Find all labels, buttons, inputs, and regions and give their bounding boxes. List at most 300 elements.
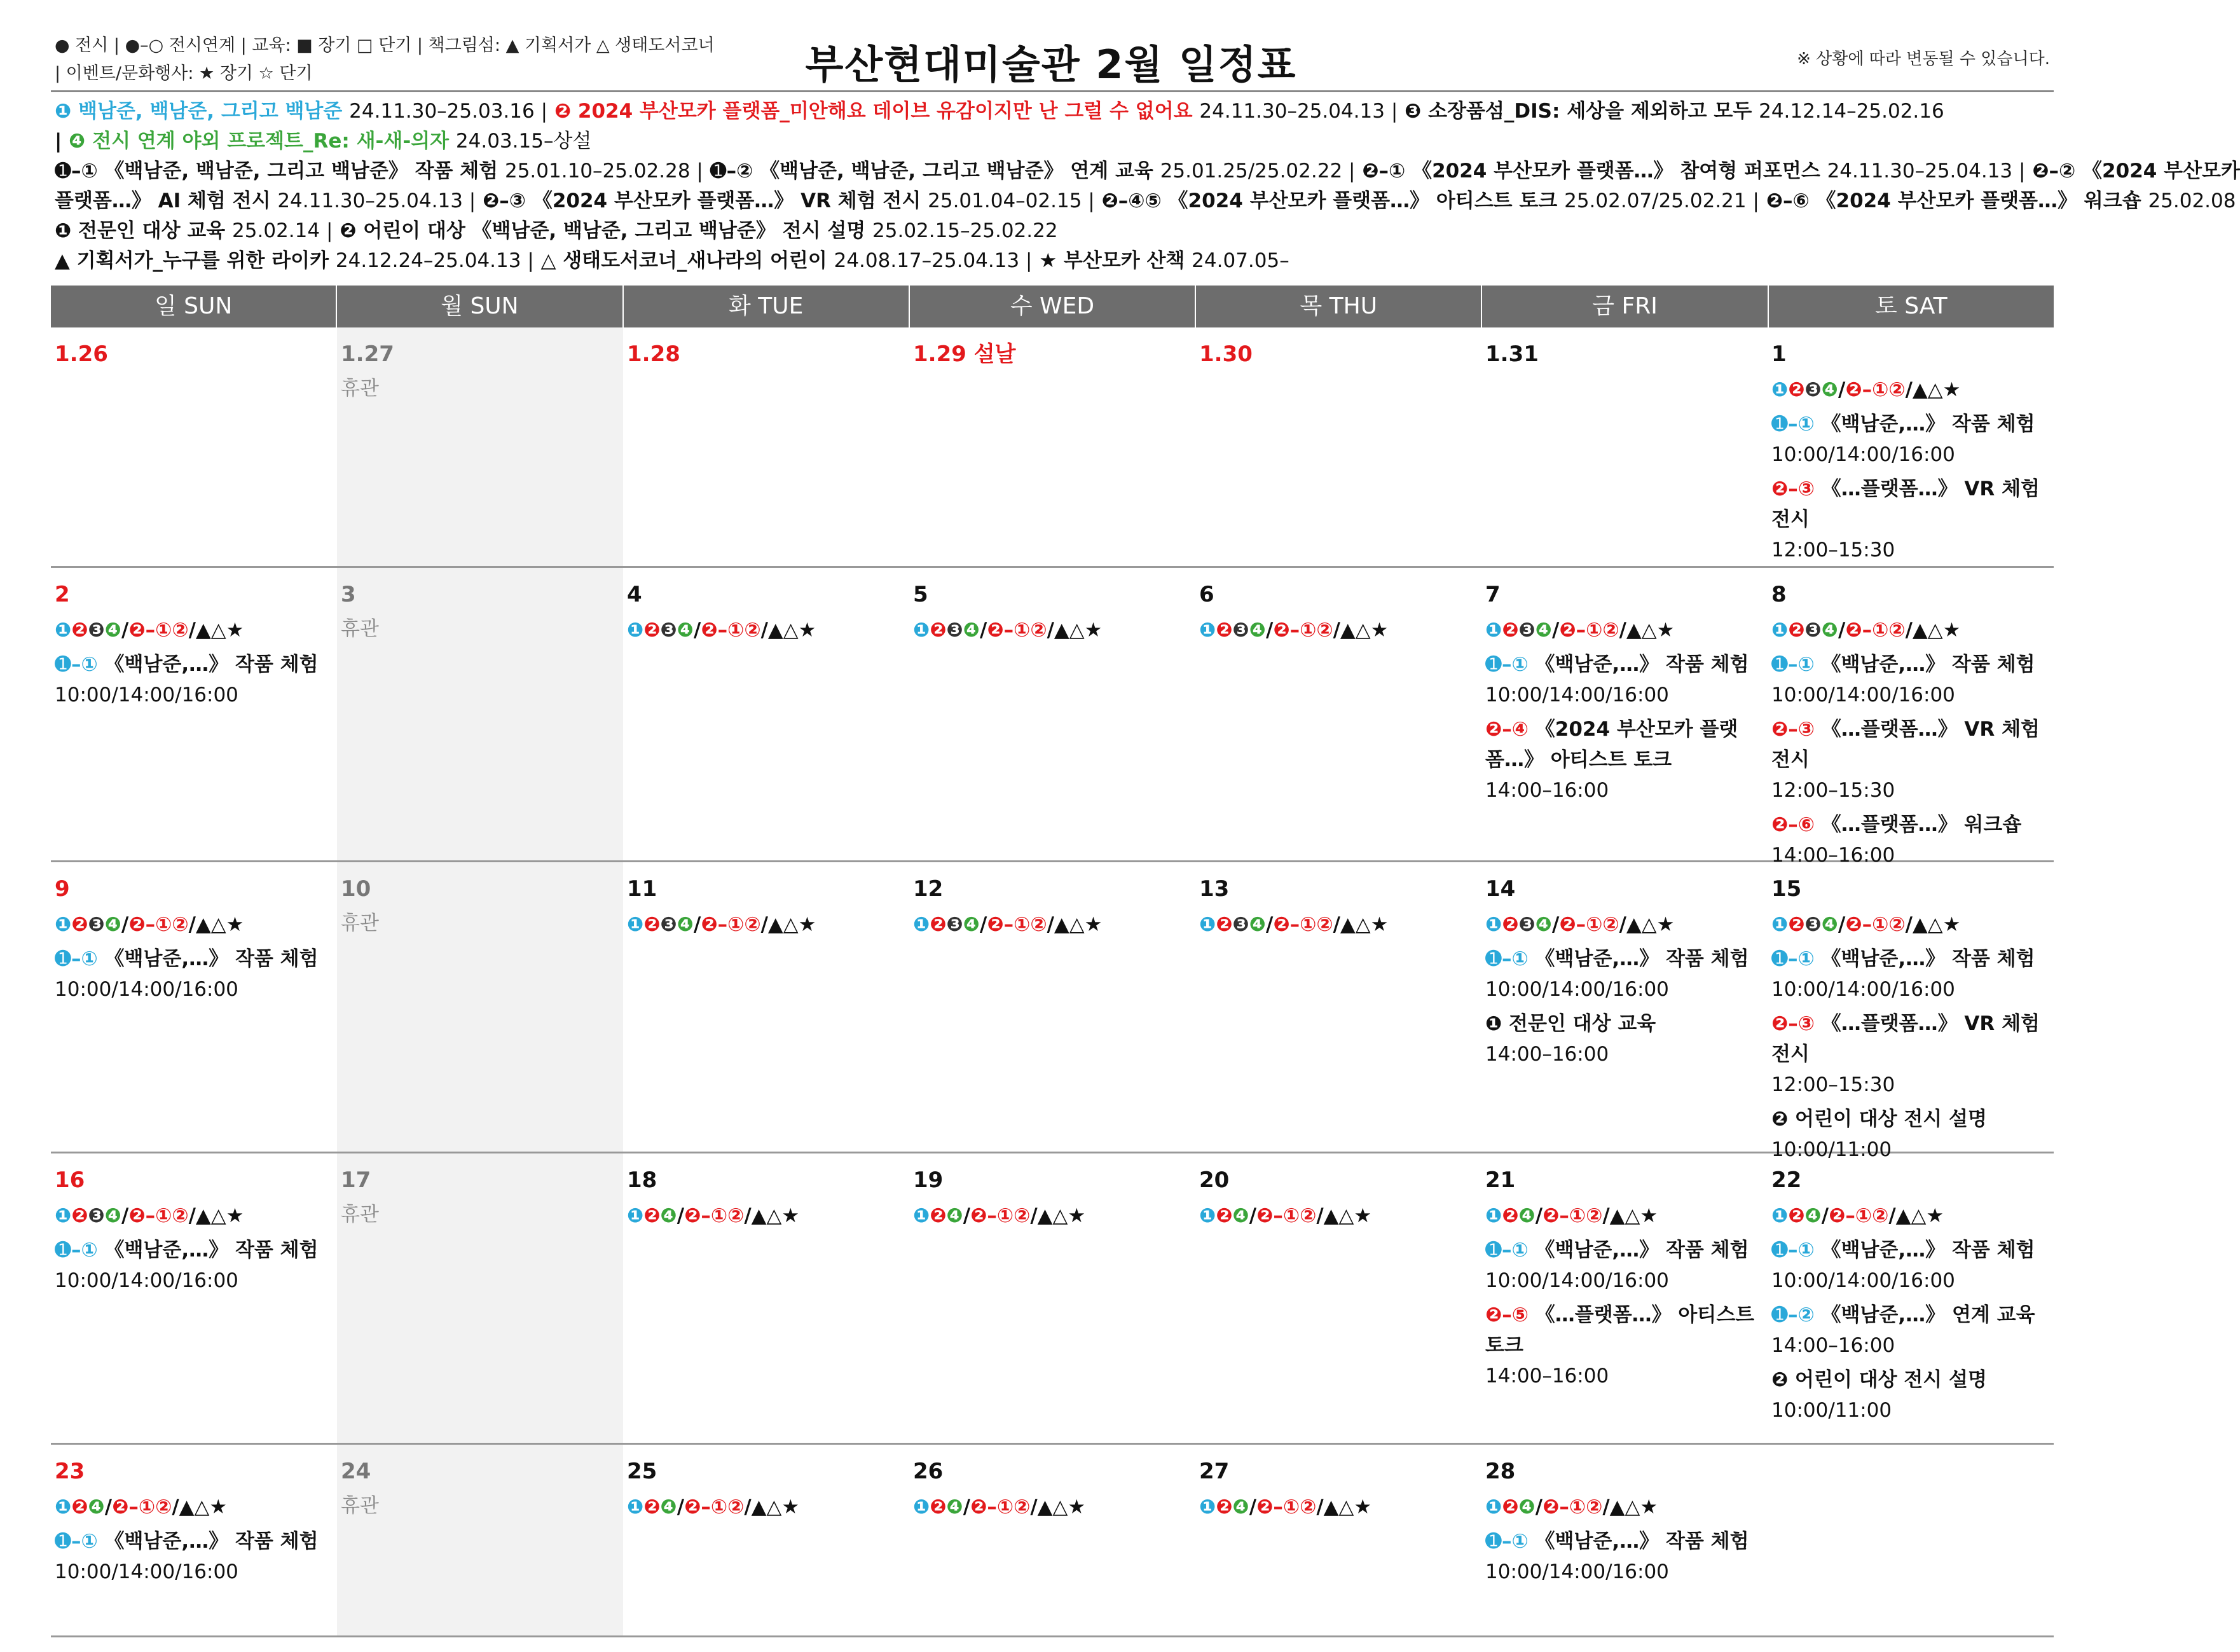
notice: ※ 상황에 따라 변동될 수 있습니다. xyxy=(1797,50,2050,69)
day-event xyxy=(1485,1235,1764,1296)
program-indicators xyxy=(913,615,1192,645)
separator: / xyxy=(1838,378,1846,401)
program-indicators xyxy=(627,615,905,645)
event-program-code: ➊–① xyxy=(1485,653,1529,676)
day-date: 24 xyxy=(341,1459,371,1484)
day-cell xyxy=(51,327,337,566)
program-4-date: 24.11.30–25.04.13 | xyxy=(277,189,476,212)
week-row xyxy=(51,568,2054,867)
book-event-markers: /▲△★ xyxy=(1316,1496,1372,1518)
event-time: 10:00/14:00/16:00 xyxy=(55,1560,238,1583)
weekday-sat: 토 SAT xyxy=(1875,293,1948,319)
day-cell xyxy=(1768,1445,2054,1635)
exhibition-1-date: 24.11.30–25.03.16 | xyxy=(349,100,548,123)
day-cell xyxy=(51,568,337,860)
platform-programs-marker: ❷–①② xyxy=(1273,619,1333,642)
program-3: ❷–① 《2024 부산모카 플랫폼…》 참여형 퍼포먼스 xyxy=(1362,160,1820,182)
exhibition-3-marker: ❸ xyxy=(1518,619,1536,642)
event-title xyxy=(1771,1104,2050,1134)
event-name: 《…플랫폼…》 아티스트 토크 xyxy=(1485,1304,1755,1357)
event-name: 《백남준,…》 작품 체험 xyxy=(1535,1239,1749,1262)
program-indicators xyxy=(1199,909,1478,940)
platform-programs-marker: ❷–①② xyxy=(1845,378,1906,401)
exhibition-2-marker: ❷ xyxy=(71,619,88,642)
day-date: 5 xyxy=(913,582,928,607)
day-cell xyxy=(909,862,1195,1152)
exhibition-4-marker: ❹ xyxy=(104,1204,121,1227)
day-date: 6 xyxy=(1199,582,1214,607)
exhibition-3-marker: ❸ xyxy=(946,913,963,936)
platform-programs-marker: ❷–①② xyxy=(701,619,761,642)
event-title xyxy=(55,649,333,680)
day-cell xyxy=(1195,1153,1481,1443)
event-program-code: ➊–② xyxy=(1771,1304,1815,1326)
event-name: 《백남준,…》 연계 교육 xyxy=(1821,1304,2035,1326)
separator: / xyxy=(694,619,701,642)
exhibition-4-marker: ❹ xyxy=(104,913,121,936)
exhibition-4-marker: ❹ xyxy=(946,1496,963,1518)
day-date: 22 xyxy=(1771,1167,1802,1193)
exhibition-2-marker: ❷ xyxy=(643,913,661,936)
exhibition-4-marker: ❹ xyxy=(660,1204,677,1227)
exhibition-1-marker: ❶ xyxy=(627,1496,644,1518)
exhibition-2: ❷ 2024 부산모카 플랫폼_미안해요 데이브 유감이지만 난 그럴 수 없어요 xyxy=(554,100,1193,123)
exhibition-4-marker: ❹ xyxy=(677,913,694,936)
program-5-date: 25.01.04–02.15 | xyxy=(928,189,1095,212)
exhibition-2-marker: ❷ xyxy=(1788,619,1805,642)
exhibition-4-marker: ❹ xyxy=(1518,1496,1536,1518)
day-cell xyxy=(1195,568,1481,860)
event-title xyxy=(1771,1008,2050,1070)
separator: / xyxy=(121,913,129,936)
event-title xyxy=(1771,714,2050,775)
day-event xyxy=(1771,409,2050,470)
event-time: 14:00–16:00 xyxy=(1485,1043,1609,1066)
day-event xyxy=(1485,1526,1764,1587)
day-event xyxy=(1771,944,2050,1005)
exhibition-4-date: 24.03.15–상설 xyxy=(455,130,592,153)
exhibition-3-marker: ❸ xyxy=(1232,913,1249,936)
week-row xyxy=(51,862,2054,1161)
event-time: 10:00/14:00/16:00 xyxy=(55,1269,238,1292)
day-date: 7 xyxy=(1485,582,1501,607)
day-cell xyxy=(1481,1153,1768,1443)
day-cell xyxy=(623,1153,909,1443)
event-title xyxy=(1485,714,1764,775)
exhibition-2-marker: ❷ xyxy=(1216,1204,1233,1227)
exhibition-2-marker: ❷ xyxy=(643,619,661,642)
platform-programs-marker: ❷–①② xyxy=(1559,913,1619,936)
day-date: 1.27 xyxy=(341,341,394,367)
event-name: 《백남준,…》 작품 체험 xyxy=(1821,413,2035,436)
weekday-sun: 일 SUN xyxy=(51,286,337,327)
exhibition-2-marker: ❷ xyxy=(1216,619,1233,642)
day-date: 12 xyxy=(913,876,944,902)
day-date: 21 xyxy=(1485,1167,1516,1193)
day-date: 1 xyxy=(1771,341,1787,367)
day-cell xyxy=(51,1153,337,1443)
program-7-date: 25.02.08 xyxy=(2148,189,2236,212)
exhibition-4-marker: ❹ xyxy=(660,1496,677,1518)
exhibition-1-marker: ❶ xyxy=(1485,619,1502,642)
program-indicators xyxy=(55,1201,333,1231)
education-1: ❶ 전문인 대상 교육 xyxy=(55,219,226,242)
exhibition-3-marker: ❸ xyxy=(660,913,677,936)
day-date: 20 xyxy=(1199,1167,1230,1193)
day-date: 18 xyxy=(627,1167,657,1193)
book-event-markers: /▲△★ xyxy=(1905,913,1961,936)
day-event xyxy=(1771,649,2050,710)
platform-programs-marker: ❷–①② xyxy=(1559,619,1619,642)
event-time: 12:00–15:30 xyxy=(1771,1073,1895,1096)
event-title xyxy=(1485,1235,1764,1265)
day-event xyxy=(55,1235,333,1296)
exhibition-4-marker: ❹ xyxy=(1821,619,1838,642)
event-time: 10:00/14:00/16:00 xyxy=(55,684,238,706)
platform-programs-marker: ❷–①② xyxy=(970,1204,1031,1227)
day-event xyxy=(55,944,333,1005)
program-indicators xyxy=(1771,1201,2050,1231)
event-title xyxy=(1485,1526,1764,1557)
day-date: 9 xyxy=(55,876,70,902)
event-program-code: ➊–① xyxy=(1771,413,1815,436)
programs-line-2 xyxy=(55,186,2236,216)
event-title xyxy=(1771,474,2050,535)
program-1-date: 25.01.10–25.02.28 | xyxy=(504,160,703,182)
event-title xyxy=(1771,944,2050,974)
program-6-date: 25.02.07/25.02.21 | xyxy=(1564,189,1759,212)
day-date: 1.30 xyxy=(1199,341,1253,367)
exhibition-4-marker: ❹ xyxy=(1518,1204,1536,1227)
day-date: 23 xyxy=(55,1459,85,1484)
legend-line-2: | 이벤트/문화행사: ★ 장기 ☆ 단기 xyxy=(55,64,313,83)
book-event-markers: /▲△★ xyxy=(1333,913,1389,936)
event-1: ★ 부산모카 산책 xyxy=(1039,249,1185,272)
day-cell xyxy=(1195,327,1481,566)
books-events-line xyxy=(55,246,2058,276)
event-time: 10:00/11:00 xyxy=(1771,1138,1892,1161)
exhibition-2-marker: ❷ xyxy=(930,619,947,642)
exhibition-3-marker: ❸ xyxy=(1804,378,1822,401)
exhibition-2-marker: ❷ xyxy=(1788,378,1805,401)
event-time: 10:00/14:00/16:00 xyxy=(1485,978,1669,1001)
event-time: 14:00–16:00 xyxy=(1485,1365,1609,1387)
day-cell xyxy=(623,862,909,1152)
exhibition-2-marker: ❷ xyxy=(1502,619,1519,642)
separator: / xyxy=(1535,1496,1543,1518)
platform-programs-marker: ❷–①② xyxy=(1273,913,1333,936)
program-1: ➊–① 《백남준, 백남준, 그리고 백남준》 작품 체험 xyxy=(55,160,498,182)
program-indicators xyxy=(627,1201,905,1231)
event-time: 12:00–15:30 xyxy=(1771,539,1895,561)
exhibition-3-marker: ❸ xyxy=(1804,619,1822,642)
event-time: 10:00/14:00/16:00 xyxy=(1771,1269,1955,1292)
separator: / xyxy=(980,913,987,936)
event-name: 《…플랫폼…》 VR 체험 전시 xyxy=(1771,718,2040,771)
day-cell xyxy=(337,568,623,860)
book-corner-1: ▲ 기획서가_누구를 위한 라이카 xyxy=(55,249,329,272)
exhibition-2-marker: ❷ xyxy=(1788,913,1805,936)
exhibition-4-marker: ❹ xyxy=(1535,619,1552,642)
exhibition-2-marker: ❷ xyxy=(1502,1496,1519,1518)
exhibition-2-marker: ❷ xyxy=(71,913,88,936)
exhibition-2-marker: ❷ xyxy=(930,1496,947,1518)
separator: / xyxy=(1249,1204,1257,1227)
event-program-code: ➊–① xyxy=(1485,1530,1529,1553)
program-indicators xyxy=(913,909,1192,940)
event-program-code: ❷–③ xyxy=(1771,478,1815,500)
exhibition-1-marker: ❶ xyxy=(627,913,644,936)
day-cell xyxy=(909,568,1195,860)
day-date: 10 xyxy=(341,876,371,902)
separator: / xyxy=(677,1204,685,1227)
platform-programs-marker: ❷–①② xyxy=(128,1204,189,1227)
exhibition-1-marker: ❶ xyxy=(913,913,930,936)
platform-programs-marker: ❷–①② xyxy=(1543,1204,1603,1227)
exhibition-4-marker: ❹ xyxy=(1821,913,1838,936)
day-event xyxy=(1771,1008,2050,1100)
event-program-code: ➊–① xyxy=(1771,947,1815,970)
book-event-markers: /▲△★ xyxy=(760,913,816,936)
weekday-mon: 월 SUN xyxy=(337,286,623,327)
event-title xyxy=(1485,649,1764,680)
exhibition-4-line xyxy=(55,127,2058,156)
day-event xyxy=(1771,1365,2050,1426)
exhibition-1-marker: ❶ xyxy=(1485,1496,1502,1518)
day-event xyxy=(55,1526,333,1587)
legend-line-1: ● 전시 | ●–○ 전시연계 | 교육: ■ 장기 □ 단기 | 책그림섬: ▲ 기획서가 △ 생태도서코너 xyxy=(55,36,715,55)
exhibition-4-marker: ❹ xyxy=(1821,378,1838,401)
day-date: 8 xyxy=(1771,582,1787,607)
exhibition-1-marker: ❶ xyxy=(913,1204,930,1227)
event-program-code: ❶ xyxy=(1485,1012,1502,1035)
closed-label: 휴관 xyxy=(341,377,379,400)
book-event-markers: /▲△★ xyxy=(1316,1204,1372,1227)
programs-line-1 xyxy=(55,156,2240,186)
exhibition-3-marker: ❸ xyxy=(1804,913,1822,936)
exhibition-2-marker: ❷ xyxy=(1216,913,1233,936)
day-date: 15 xyxy=(1771,876,1802,902)
separator: / xyxy=(1838,619,1846,642)
exhibition-3-marker: ❸ xyxy=(88,913,105,936)
day-event xyxy=(1485,649,1764,710)
day-cell xyxy=(1481,862,1768,1152)
separator: / xyxy=(980,619,987,642)
event-name: 《…플랫폼…》 VR 체험 전시 xyxy=(1771,1012,2040,1066)
separator: / xyxy=(121,619,129,642)
platform-programs-marker: ❷–①② xyxy=(701,913,761,936)
education-2-date: 25.02.15–25.02.22 xyxy=(872,219,1058,242)
platform-programs-marker: ❷–①② xyxy=(1845,913,1906,936)
exhibition-1-marker: ❶ xyxy=(1485,913,1502,936)
day-event xyxy=(1485,714,1764,806)
exhibition-2-marker: ❷ xyxy=(930,1204,947,1227)
program-indicators xyxy=(1485,1201,1764,1231)
book-event-markers: /▲△★ xyxy=(1602,1496,1658,1518)
day-date: 28 xyxy=(1485,1459,1516,1484)
weekday-tue: 화 TUE xyxy=(624,286,910,327)
event-program-code: ➊–① xyxy=(1771,1239,1815,1262)
exhibition-1-marker: ❶ xyxy=(1771,619,1789,642)
event-name: 《백남준,…》 작품 체험 xyxy=(104,1530,319,1553)
education-1-date: 25.02.14 | xyxy=(232,219,333,242)
event-program-code: ➊–① xyxy=(1485,947,1529,970)
calendar xyxy=(51,286,2054,1637)
exhibition-3-marker: ❸ xyxy=(1518,913,1536,936)
exhibition-4-marker: ❹ xyxy=(946,1204,963,1227)
exhibition-3: ❸ 소장품섬_DIS: 세상을 제외하고 모두 xyxy=(1405,100,1752,123)
exhibition-1-marker: ❶ xyxy=(627,1204,644,1227)
program-4-cont: 플랫폼…》 AI 체험 전시 xyxy=(55,189,271,212)
exhibition-1-marker: ❶ xyxy=(55,913,72,936)
exhibition-1-marker: ❶ xyxy=(1771,1204,1789,1227)
day-date: 16 xyxy=(55,1167,85,1193)
program-3-date: 24.11.30–25.04.13 | xyxy=(1827,160,2026,182)
calendar-weeks xyxy=(51,327,2054,1637)
book-corner-2: △ 생태도서코너_새나라의 어린이 xyxy=(540,249,827,272)
event-title xyxy=(55,1235,333,1265)
exhibition-1-marker: ❶ xyxy=(55,619,72,642)
book-event-markers: /▲△★ xyxy=(188,913,244,936)
event-title xyxy=(1771,1235,2050,1265)
event-program-code: ➊–① xyxy=(55,653,98,676)
platform-programs-marker: ❷–①② xyxy=(684,1204,745,1227)
day-cell xyxy=(1195,862,1481,1152)
closed-label: 휴관 xyxy=(341,617,379,640)
closed-label: 휴관 xyxy=(341,1494,379,1517)
event-title xyxy=(55,944,333,974)
exhibition-4-marker: ❹ xyxy=(1804,1204,1822,1227)
exhibition-1-marker: ❶ xyxy=(1771,913,1789,936)
exhibition-4-marker: ❹ xyxy=(677,619,694,642)
event-title xyxy=(1485,1008,1764,1039)
program-indicators xyxy=(1199,1492,1478,1522)
exhibition-4-marker: ❹ xyxy=(1249,913,1266,936)
closed-label: 휴관 xyxy=(341,1203,379,1226)
book-event-markers: /▲△★ xyxy=(1030,1496,1086,1518)
program-indicators xyxy=(627,1492,905,1522)
day-cell xyxy=(909,1445,1195,1635)
exhibition-3-marker: ❸ xyxy=(88,619,105,642)
day-date: 1.26 xyxy=(55,341,108,367)
day-event xyxy=(1485,1300,1764,1391)
program-indicators xyxy=(1771,375,2050,405)
day-event xyxy=(1771,809,2050,871)
event-time: 14:00–16:00 xyxy=(1771,1334,1895,1357)
separator: / xyxy=(1821,1204,1829,1227)
book-event-markers: /▲△★ xyxy=(172,1496,228,1518)
exhibition-3-date: 24.12.14–25.02.16 xyxy=(1759,100,1944,123)
page-title: 부산현대미술관 2월 일정표 xyxy=(805,41,1297,88)
event-time: 10:00/14:00/16:00 xyxy=(1485,684,1669,706)
day-cell xyxy=(337,1153,623,1443)
book-corner-2-date: 24.08.17–25.04.13 | xyxy=(834,249,1033,272)
week-row xyxy=(51,1445,2054,1637)
education-line xyxy=(55,216,2058,246)
day-date: 1.31 xyxy=(1485,341,1539,367)
exhibitions-line xyxy=(55,97,2058,127)
event-time: 10:00/14:00/16:00 xyxy=(55,978,238,1001)
program-indicators xyxy=(627,909,905,940)
day-cell xyxy=(51,862,337,1152)
day-cell xyxy=(909,1153,1195,1443)
day-date: 26 xyxy=(913,1459,944,1484)
event-time: 10:00/14:00/16:00 xyxy=(1771,443,1955,466)
day-cell xyxy=(623,568,909,860)
platform-programs-marker: ❷–①② xyxy=(1256,1204,1317,1227)
exhibition-1-marker: ❶ xyxy=(913,619,930,642)
program-indicators xyxy=(1199,615,1478,645)
program-indicators xyxy=(1771,615,2050,645)
event-title xyxy=(1485,1300,1764,1361)
event-time: 10:00/14:00/16:00 xyxy=(1485,1269,1669,1292)
event-title xyxy=(1771,1365,2050,1395)
exhibition-4-marker: ❹ xyxy=(104,619,121,642)
program-indicators xyxy=(1485,1492,1764,1522)
event-program-code: ❷ xyxy=(1771,1108,1789,1131)
exhibition-1-marker: ❶ xyxy=(913,1496,930,1518)
day-date: 19 xyxy=(913,1167,944,1193)
day-cell xyxy=(1481,327,1768,566)
platform-programs-marker: ❷–①② xyxy=(1829,1204,1889,1227)
event-program-code: ❷–③ xyxy=(1771,718,1815,741)
program-indicators xyxy=(1771,909,2050,940)
book-event-markers: /▲△★ xyxy=(188,619,244,642)
exhibition-4-marker: ❹ xyxy=(1232,1204,1249,1227)
day-date: 25 xyxy=(627,1459,657,1484)
day-cell xyxy=(623,1445,909,1635)
day-date: 27 xyxy=(1199,1459,1230,1484)
day-event xyxy=(1771,1300,2050,1361)
book-event-markers: /▲△★ xyxy=(1905,378,1961,401)
day-date: 4 xyxy=(627,582,642,607)
exhibition-2-marker: ❷ xyxy=(643,1204,661,1227)
day-cell xyxy=(1768,1153,2054,1443)
exhibition-3-marker: ❸ xyxy=(946,619,963,642)
program-indicators xyxy=(55,909,333,940)
event-name: 《백남준,…》 작품 체험 xyxy=(1821,653,2035,676)
separator: / xyxy=(963,1496,971,1518)
exhibition-2-marker: ❷ xyxy=(71,1496,88,1518)
day-date: 3 xyxy=(341,582,356,607)
book-event-markers: /▲△★ xyxy=(1333,619,1389,642)
event-program-code: ❷–⑥ xyxy=(1771,813,1815,836)
separator: / xyxy=(677,1496,685,1518)
day-date: 13 xyxy=(1199,876,1230,902)
event-name: 《백남준,…》 작품 체험 xyxy=(1535,1530,1749,1553)
weekday-header xyxy=(51,286,2054,327)
exhibition-1-marker: ❶ xyxy=(1199,1204,1216,1227)
day-date: 1.28 xyxy=(627,341,680,367)
event-program-code: ❷–④ xyxy=(1485,718,1529,741)
weekday-thu: 목 THU xyxy=(1196,286,1482,327)
weekday-fri: 금 FRI xyxy=(1482,286,1768,327)
exhibition-1-marker: ❶ xyxy=(1199,1496,1216,1518)
book-event-markers: /▲△★ xyxy=(744,1204,800,1227)
exhibition-4-marker: ❹ xyxy=(1249,619,1266,642)
event-time: 12:00–15:30 xyxy=(1771,779,1895,802)
event-program-code: ➊–① xyxy=(55,1239,98,1262)
event-time: 10:00/14:00/16:00 xyxy=(1771,684,1955,706)
exhibition-1: ❶ 백남준, 백남준, 그리고 백남준 xyxy=(55,100,343,123)
exhibition-2-marker: ❷ xyxy=(643,1496,661,1518)
book-event-markers: /▲△★ xyxy=(1619,619,1675,642)
event-title xyxy=(55,1526,333,1557)
platform-programs-marker: ❷–①② xyxy=(1845,619,1906,642)
day-event xyxy=(1485,944,1764,1005)
platform-programs-marker: ❷–①② xyxy=(112,1496,172,1518)
event-time: 14:00–16:00 xyxy=(1771,844,1895,867)
